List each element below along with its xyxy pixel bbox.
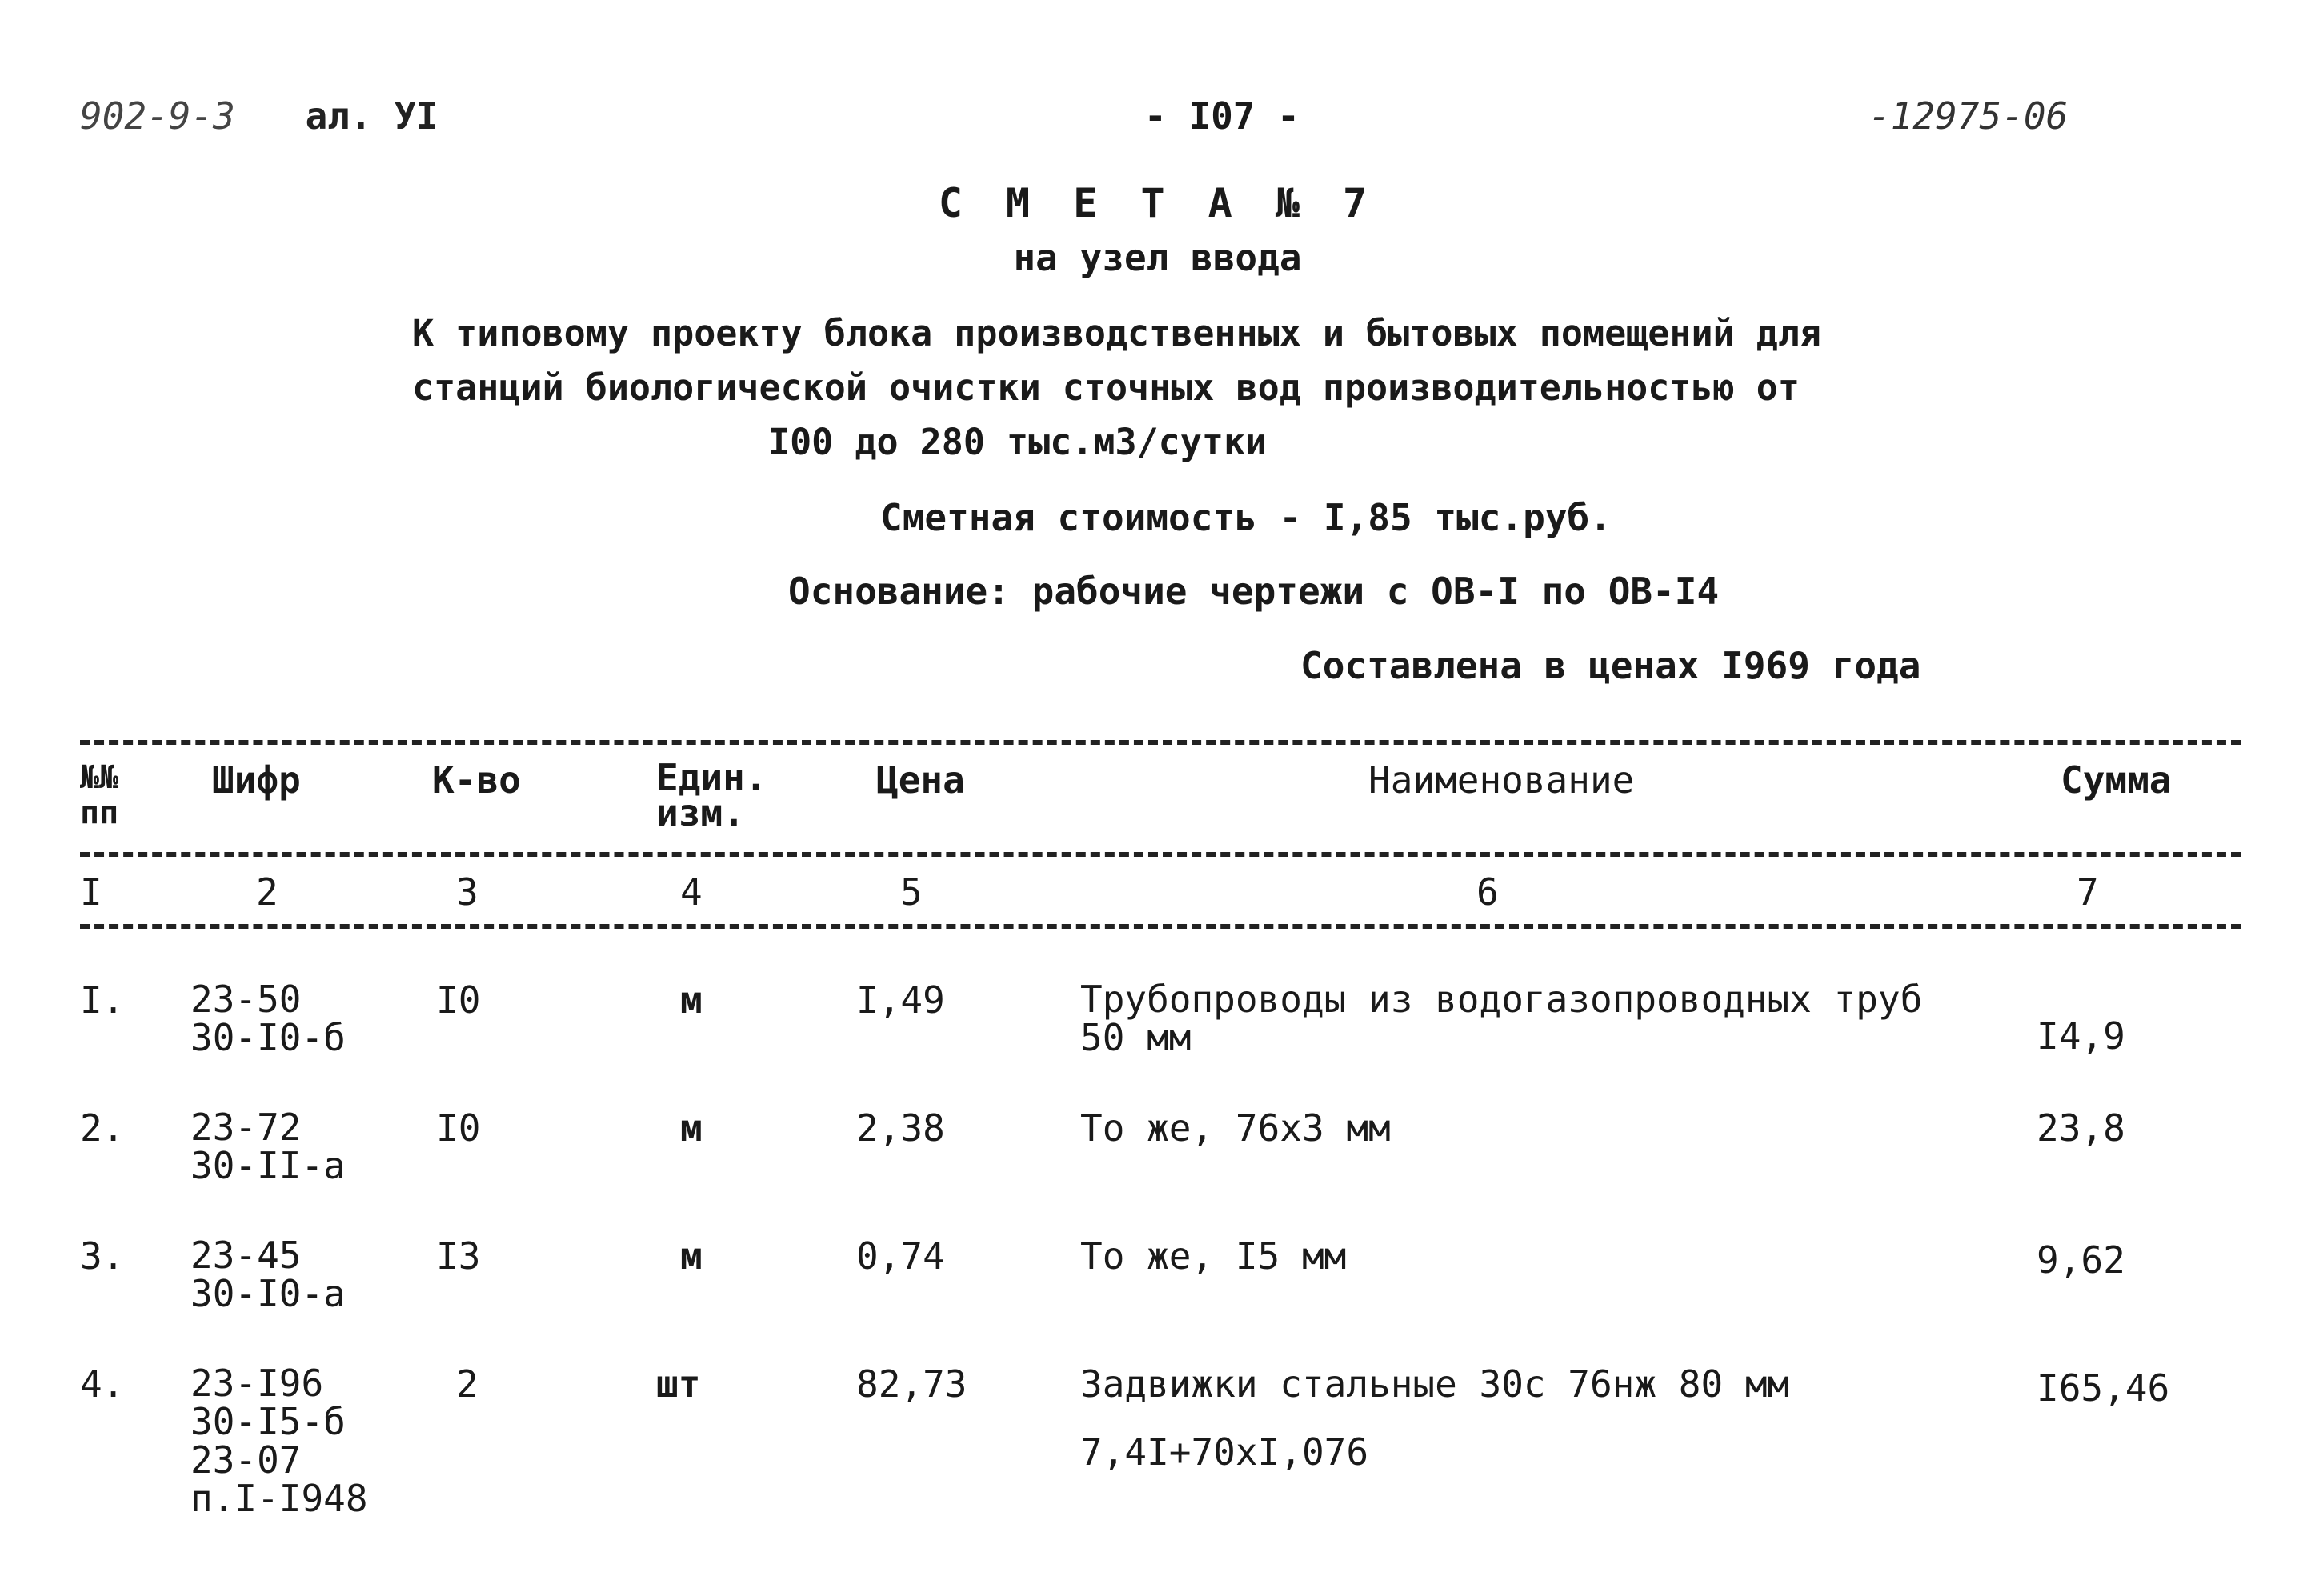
row-number: 3. xyxy=(80,1234,125,1278)
document-code xyxy=(80,94,439,138)
row-code: 23-45 30-I0-а xyxy=(190,1234,346,1315)
col-number: 7 xyxy=(2077,870,2099,914)
row-name: Задвижки стальные 30с 76нж 80 мм xyxy=(1080,1362,1790,1406)
estimated-cost: Сметная стоимость - I,85 тыс.руб. xyxy=(880,496,1612,539)
col-number: 6 xyxy=(1476,870,1499,914)
col-header-price: Цена xyxy=(876,758,965,802)
row-unit: м xyxy=(680,1106,703,1150)
table-header-rule xyxy=(80,852,2241,857)
row-price: 0,74 xyxy=(856,1234,945,1278)
row-number: 2. xyxy=(80,1106,125,1150)
col-header-num: №№ пп xyxy=(80,759,119,831)
row-code: 23-50 30-I0-б xyxy=(190,978,346,1059)
basis-line: Основание: рабочие чертежи с ОВ-I по ОВ-I4 xyxy=(788,570,1720,613)
row-calculation: 7,4I+70хI,076 xyxy=(1080,1430,1369,1474)
col-header-name: Наименование xyxy=(1368,758,1635,802)
volume-label: ал. УI xyxy=(305,94,439,138)
row-qty: 2 xyxy=(456,1362,479,1406)
table-numbers-rule xyxy=(80,924,2241,929)
row-unit: м xyxy=(680,1234,703,1278)
row-code: 23-I96 30-I5-б 23-07 п.I-I948 xyxy=(190,1362,368,1520)
col-number: 4 xyxy=(680,870,703,914)
prices-year: Составлена в ценах I969 года xyxy=(1300,644,1921,687)
row-qty: I0 xyxy=(436,978,481,1022)
row-unit: шт xyxy=(656,1362,701,1406)
table-top-rule xyxy=(80,740,2241,745)
row-unit: м xyxy=(680,978,703,1022)
row-sum: 23,8 xyxy=(2037,1106,2125,1150)
document-number: -12975-06 xyxy=(1868,94,2069,138)
row-price: I,49 xyxy=(856,978,945,1022)
row-sum: I65,46 xyxy=(2037,1366,2170,1410)
series-code: 902-9-3 xyxy=(80,94,235,138)
col-header-code: Шифр xyxy=(212,758,301,802)
row-name: То же, I5 мм xyxy=(1080,1234,1347,1278)
project-line-3: I00 до 280 тыс.м3/сутки xyxy=(768,421,1268,463)
row-qty: I3 xyxy=(436,1234,481,1278)
col-header-qty: К-во xyxy=(432,758,521,802)
row-sum: 9,62 xyxy=(2037,1238,2125,1282)
col-number: 3 xyxy=(456,870,479,914)
row-price: 82,73 xyxy=(856,1362,967,1406)
col-number: 2 xyxy=(256,870,278,914)
row-price: 2,38 xyxy=(856,1106,945,1150)
row-sum: I4,9 xyxy=(2037,1014,2125,1058)
col-header-unit: Един. изм. xyxy=(656,756,767,834)
col-header-sum: Сумма xyxy=(2061,758,2172,802)
row-number: 4. xyxy=(80,1362,125,1406)
page-number: - I07 - xyxy=(1144,94,1300,138)
row-code: 23-72 30-II-а xyxy=(190,1106,346,1187)
estimate-subtitle: на узел ввода xyxy=(1013,236,1302,279)
estimate-title: С М Е Т А № 7 xyxy=(938,180,1377,226)
row-name: Трубопроводы из водогазопроводных труб 50 мм xyxy=(1080,978,1923,1059)
row-name: То же, 76х3 мм xyxy=(1080,1106,1391,1150)
row-number: I. xyxy=(80,978,125,1022)
col-number: I xyxy=(80,870,102,914)
row-qty: I0 xyxy=(436,1106,481,1150)
project-line-1: К типовому проекту блока производственных и бытовых помещений для xyxy=(412,312,1821,354)
project-line-2: станций биологической очистки сточных вод производительностью от xyxy=(412,366,1800,409)
col-number: 5 xyxy=(900,870,923,914)
